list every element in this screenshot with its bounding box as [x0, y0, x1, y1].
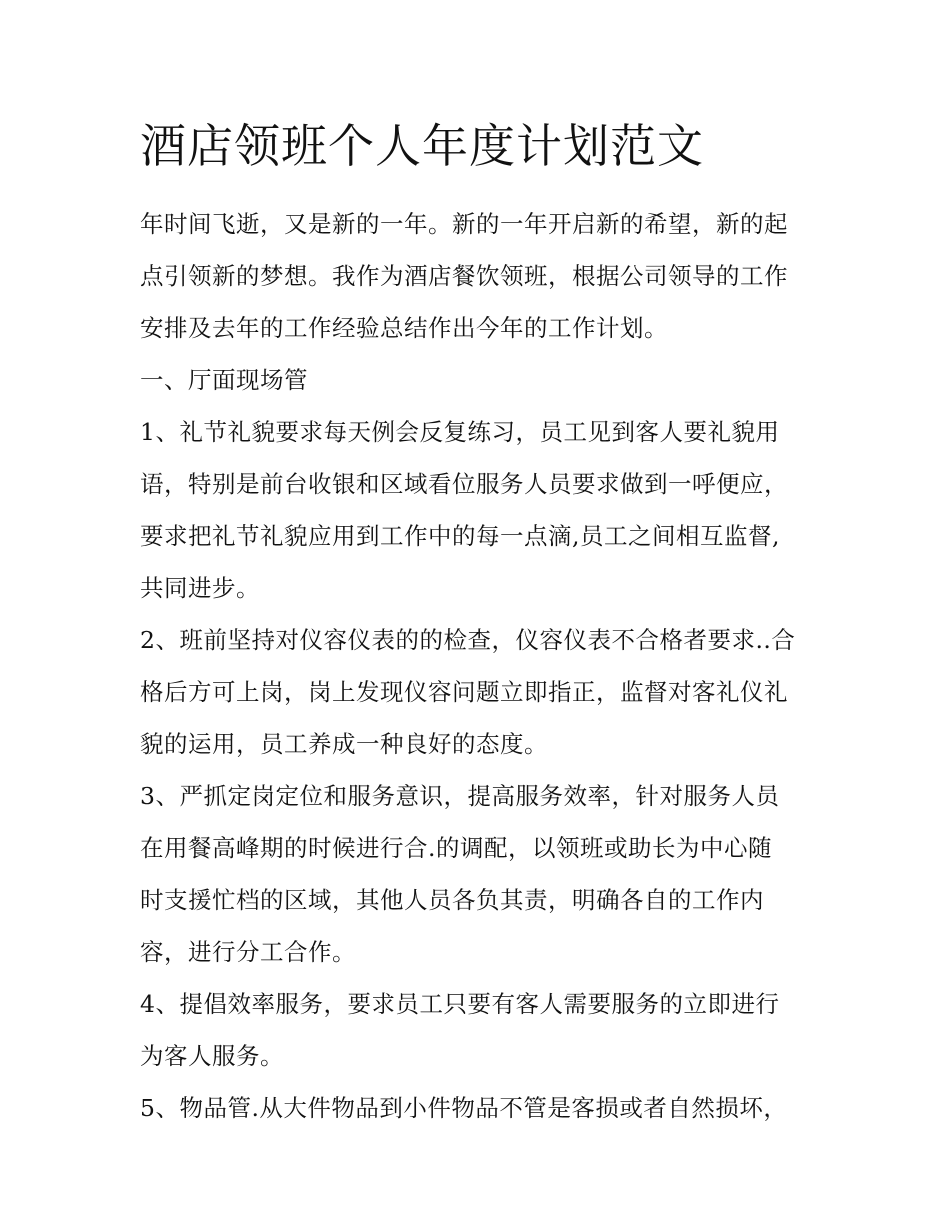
body-line-item-2: 格后方可上岗，岗上发现仪容问题立即指正，监督对客礼仪礼 — [140, 678, 788, 706]
section-heading: 一、厅面现场管 — [140, 366, 308, 394]
body-line-item-1: 语，特别是前台收银和区域看位服务人员要求做到一呼便应， — [140, 470, 788, 498]
body-line-paragraph-intro: 年时间飞逝，又是新的一年。新的一年开启新的希望，新的起 — [140, 210, 788, 238]
body-line-item-1: 要求把礼节礼貌应用到工作中的每一点滴,员工之间相互监督, — [140, 522, 780, 550]
body-line-item-4: 4、提倡效率服务，要求员工只要有客人需要服务的立即进行 — [140, 990, 780, 1018]
body-line-item-4: 为客人服务。 — [140, 1042, 284, 1070]
body-line-paragraph-intro: 点引领新的梦想。我作为酒店餐饮领班，根据公司领导的工作 — [140, 262, 788, 290]
body-line-item-3: 3、严抓定岗定位和服务意识，提高服务效率，针对服务人员 — [140, 782, 780, 810]
body-line-item-2: 2、班前坚持对仪容仪表的的检查，仪容仪表不合格者要求..合 — [140, 626, 796, 654]
body-line-item-3: 在用餐高峰期的时候进行合.的调配，以领班或助长为中心随 — [140, 834, 772, 862]
body-line-item-3: 容，进行分工合作。 — [140, 938, 356, 966]
document-title: 酒店领班个人年度计划范文 — [140, 119, 704, 173]
body-line-item-3: 时支援忙档的区域，其他人员各负其责，明确各自的工作内 — [140, 886, 764, 914]
body-line-paragraph-intro: 安排及去年的工作经验总结作出今年的工作计划。 — [140, 314, 668, 342]
document-body — [140, 198, 812, 1134]
body-line-item-2: 貌的运用，员工养成一种良好的态度。 — [140, 730, 548, 758]
document-page — [140, 112, 812, 1134]
body-line-item-1: 共同进步。 — [140, 574, 260, 602]
body-line-item-5: 5、物品管.从大件物品到小件物品不管是客损或者自然损坏， — [140, 1094, 788, 1122]
body-line-item-1: 1、礼节礼貌要求每天例会反复练习，员工见到客人要礼貌用 — [140, 418, 780, 446]
